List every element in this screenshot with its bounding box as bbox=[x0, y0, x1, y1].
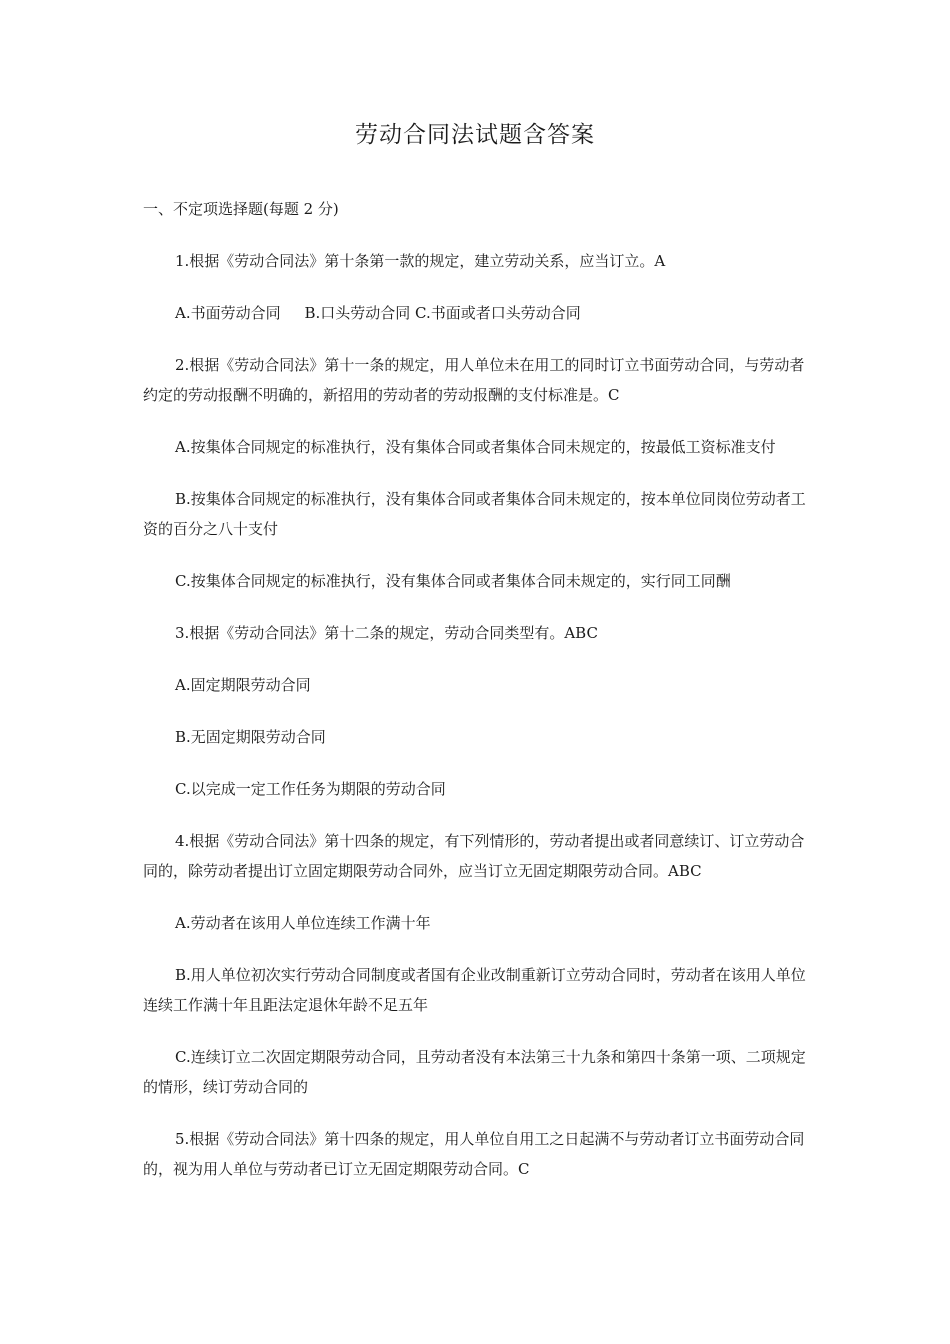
question-2-option-c: C.按集体合同规定的标准执行，没有集体合同或者集体合同未规定的，实行同工同酬 bbox=[175, 572, 731, 590]
question-4-option-c: C.连续订立二次固定期限劳动合同，且劳动者没有本法第三十九条和第四十条第一项、二项规定的情形，续订劳动合同的 bbox=[143, 1048, 806, 1096]
question-2: 2.根据《劳动合同法》第十一条的规定，用人单位未在用工的同时订立书面劳动合同，与劳动者约定的劳动报酬不明确的，新招用的劳动者的劳动报酬的支付标准是。C bbox=[143, 356, 805, 404]
question-2-option-a: A.按集体合同规定的标准执行，没有集体合同或者集体合同未规定的，按最低工资标准支付 bbox=[175, 438, 776, 456]
question-4: 4.根据《劳动合同法》第十四条的规定，有下列情形的，劳动者提出或者同意续订、订立劳动合同的，除劳动者提出订立固定期限劳动合同外，应当订立无固定期限劳动合同。ABC bbox=[143, 832, 805, 880]
question-3-option-c: C.以完成一定工作任务为期限的劳动合同 bbox=[175, 780, 446, 798]
question-4-option-b: B.用人单位初次实行劳动合同制度或者国有企业改制重新订立劳动合同时，劳动者在该用人单位连续工作满十年且距法定退休年龄不足五年 bbox=[143, 966, 806, 1014]
question-2-option-b: B.按集体合同规定的标准执行，没有集体合同或者集体合同未规定的，按本单位同岗位劳动者工资的百分之八十支付 bbox=[143, 490, 806, 538]
question-3: 3.根据《劳动合同法》第十二条的规定，劳动合同类型有。ABC bbox=[175, 624, 598, 642]
question-3-option-b: B.无固定期限劳动合同 bbox=[175, 728, 326, 746]
question-1: 1.根据《劳动合同法》第十条第一款的规定，建立劳动关系，应当订立。A bbox=[175, 252, 666, 270]
document-title: 劳动合同法试题含答案 bbox=[355, 122, 595, 148]
question-5: 5.根据《劳动合同法》第十四条的规定，用人单位自用工之日起满不与劳动者订立书面劳动合同的，视为用人单位与劳动者已订立无固定期限劳动合同。C bbox=[143, 1130, 805, 1178]
question-1-options: A.书面劳动合同 B.口头劳动合同 C.书面或者口头劳动合同 bbox=[175, 304, 581, 322]
section-heading: 一、不定项选择题(每题 2 分) bbox=[143, 200, 339, 218]
document-body bbox=[143, 194, 808, 1206]
question-4-option-a: A.劳动者在该用人单位连续工作满十年 bbox=[175, 914, 431, 932]
question-3-option-a: A.固定期限劳动合同 bbox=[175, 676, 311, 694]
